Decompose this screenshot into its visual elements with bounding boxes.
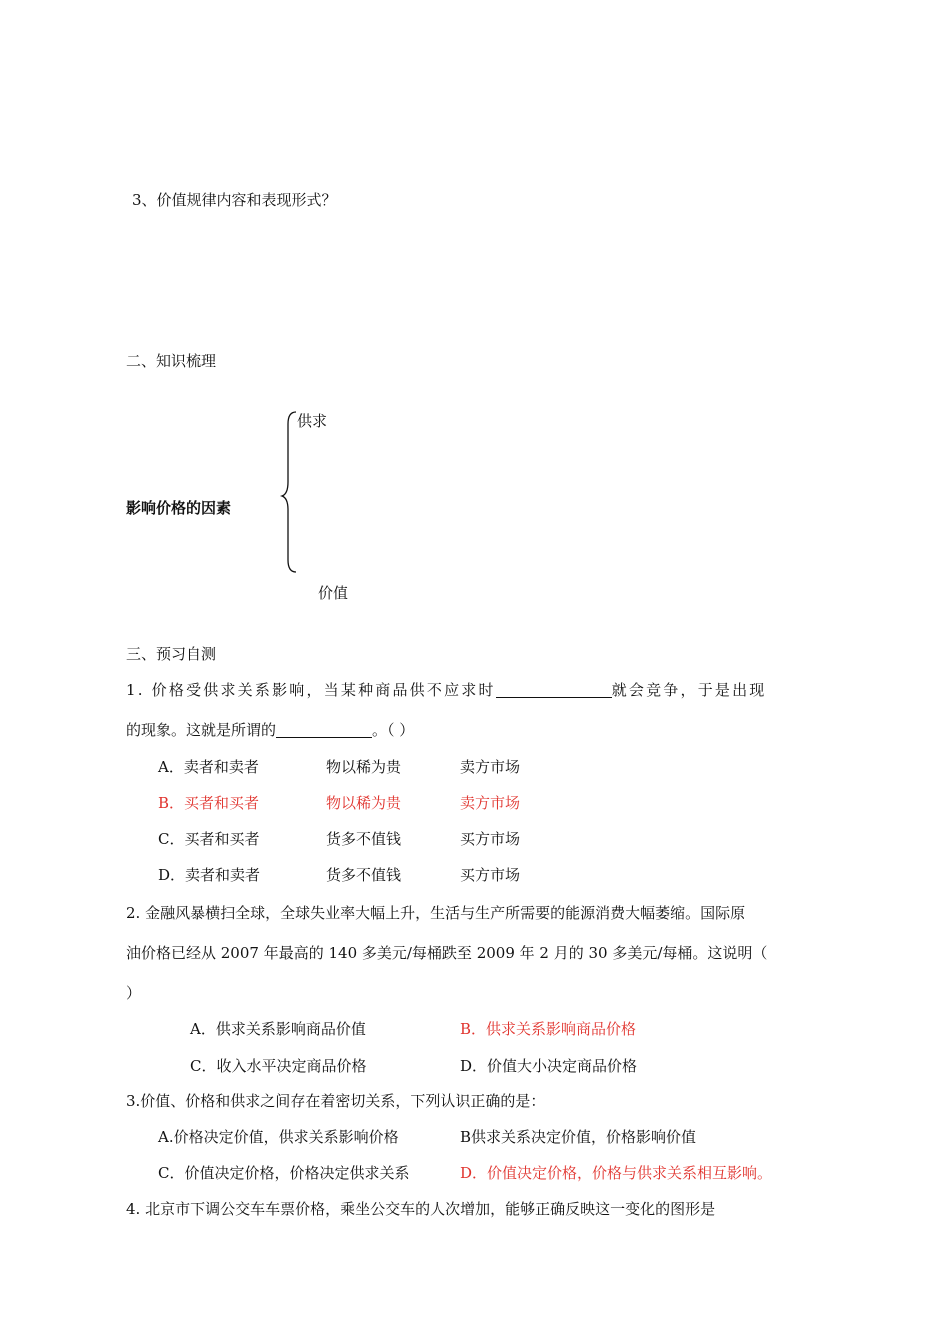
- q1-option-b-col1: B．买者和买者: [158, 794, 260, 812]
- q1-option-c-col3: 买方市场: [460, 830, 521, 848]
- q1-option-a-col1: A．卖者和卖者: [158, 758, 259, 776]
- q1-option-d-col3: 买方市场: [460, 866, 521, 884]
- diagram-branch-value: 价值: [318, 584, 349, 602]
- q2-option-b-answer[interactable]: B．供求关系影响商品价格: [460, 1020, 637, 1038]
- q3-option-d-answer[interactable]: D．价值决定价格，价格与供求关系相互影响。: [460, 1164, 773, 1182]
- q1-option-b-col2: 物以稀为贵: [326, 794, 402, 812]
- q1-line2-pre: 的现象。这就是所谓的: [126, 721, 277, 739]
- q1-option-d-col2: 货多不值钱: [326, 866, 402, 884]
- diagram-main-label: 影响价格的因素: [126, 499, 232, 517]
- q3-stem: 3.价值、价格和供求之间存在着密切关系，下列认识正确的是：: [126, 1092, 546, 1110]
- q3-option-a[interactable]: A.价格决定价值，供求关系影响价格: [158, 1128, 399, 1146]
- q2-line1: 2. 金融风暴横扫全球，全球失业率大幅上升，生活与生产所需要的能源消费大幅萎缩。国际原: [126, 904, 746, 922]
- q2-line3: ）: [126, 984, 142, 1002]
- q2-line2: 油价格已经从 2007 年最高的 140 多美元/每桶跌至 2009 年 2 月的 30 多美元/每桶。这说明（: [126, 944, 768, 962]
- section-heading-self-test: 三、预习自测: [126, 645, 217, 663]
- curly-brace-icon: [280, 410, 300, 574]
- q1-option-d-col1: D．卖者和卖者: [158, 866, 261, 884]
- q4-stem: 4. 北京市下调公交车车票价格，乘坐公交车的人次增加，能够正确反映这一变化的图形是: [126, 1200, 716, 1218]
- q3-option-c[interactable]: C．价值决定价格，价格决定供求关系: [158, 1164, 410, 1182]
- diagram-branch-supply-demand: 供求: [297, 412, 328, 430]
- q1-blank-2[interactable]: [276, 721, 372, 738]
- q1-option-a-col2: 物以稀为贵: [326, 758, 402, 776]
- q2-option-a[interactable]: A．供求关系影响商品价值: [190, 1020, 366, 1038]
- q2-option-d[interactable]: D．价值大小决定商品价格: [460, 1057, 638, 1075]
- question-3-value-law: 3、价值规律内容和表现形式？: [132, 191, 337, 209]
- q1-line2: [126, 719, 414, 740]
- q1-line1: [126, 679, 767, 700]
- q1-line1-post: 就会竞争，于是出现: [611, 681, 767, 699]
- section-heading-knowledge: 二、知识梳理: [126, 352, 217, 370]
- q1-line2-post: 。（ ）: [372, 721, 415, 739]
- q1-line1-pre: 1. 价格受供求关系影响，当某种商品供不应求时: [126, 681, 496, 699]
- q1-option-c-col1: C．买者和买者: [158, 830, 260, 848]
- q1-option-c-col2: 货多不值钱: [326, 830, 402, 848]
- q1-blank-1[interactable]: [496, 681, 612, 698]
- q1-option-a-col3: 卖方市场: [460, 758, 521, 776]
- q1-option-b-col3: 卖方市场: [460, 794, 521, 812]
- q3-option-b[interactable]: B供求关系决定价值，价格影响价值: [460, 1128, 697, 1146]
- q2-option-c[interactable]: C．收入水平决定商品价格: [190, 1057, 367, 1075]
